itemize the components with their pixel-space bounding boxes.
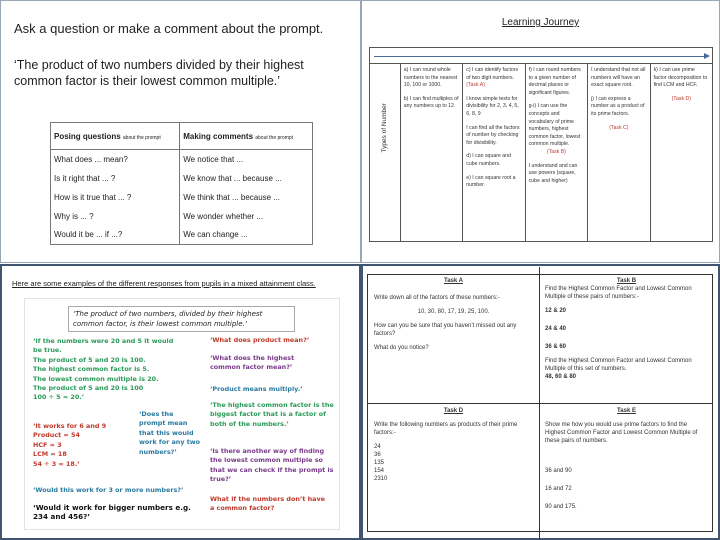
prompt-quote: ‘The product of two numbers divided by their highest common factor is their lowest common multiple.’	[14, 58, 304, 88]
col-header-comments: Making comments about the prompt	[180, 123, 313, 150]
task-a: Task A Write down all of the factors of these numbers:- 10, 30, 80, 17, 19, 25, 100. How can you be sure that you haven’t missed out any factors? What do you notice?	[374, 278, 517, 351]
table-row: How is it true that ... ? We think that ... because ...	[51, 188, 313, 207]
response: ‘Would it work for bigger numbers e.g. 234 and 456?’	[33, 503, 191, 522]
pupil-responses-panel	[0, 264, 361, 540]
table-row: What does ... mean? We notice that ...	[51, 150, 313, 169]
response: ‘What does the highest common factor mean?’	[210, 354, 295, 372]
task-d: Task D Write the following numbers as products of their prime factors:- 24 36 135 154 2310	[374, 408, 518, 482]
response: ‘If the numbers were 20 and 5 it would be true. The product of 5 and 20 is 100. The highest common factor is 5. The lowest common multiple is 20. The product of 5 and 20 is 100 100 ÷ 5 = 20.’	[33, 337, 174, 402]
table-row: Would it be ... if ...? We can change ...	[51, 226, 313, 245]
journey-column: f) I can round numbers to a given number of decimal places or significant figures. g-i) I can use the concepts and vocabulary of prime numbers, highest common factor, lowest common multiple. (Task B) I understand and can use powers (square, cube and higher)	[525, 64, 587, 241]
journey-column: a) I can round whole numbers to the nearest 10, 100 or 1000. b) I can find multiples of any numbers up to 12.	[400, 64, 462, 241]
col-header-questions: Posing questions about the prompt	[51, 123, 180, 150]
tasks-table	[367, 274, 713, 532]
prompt-panel	[0, 0, 361, 263]
side-label: Types of Number	[381, 103, 389, 153]
response: ‘Is there another way of finding the lowest common multiple so that we can check if the prompt is true?’	[210, 447, 334, 484]
response: ‘The highest common factor is the biggest factor that is a factor of both of the numbers.’	[210, 401, 334, 428]
tasks-panel	[361, 264, 720, 540]
responses-title: Here are some examples of the different responses from pupils in a mixed attainment class.	[12, 279, 316, 288]
learning-journey-panel	[361, 0, 720, 263]
learning-journey-title: Learning Journey	[501, 17, 580, 28]
table-row: Why is ... ? We wonder whether ...	[51, 207, 313, 226]
table-row: Is it right that ... ? We know that ... because ...	[51, 169, 313, 188]
journey-column: c) I can identify factors of two digit numbers. (Task A) I know simple tests for divisibility for 2, 3, 4, 5, 6, 8, 9 I can find all the factors of number by checking for divisibility. d) I can square and cube numbers. e) I can square root a number.	[462, 64, 524, 241]
sentence-starters-table	[50, 122, 313, 245]
task-e: Task E Show me how you would use prime factors to find the Highest Common Factor and Lowest Common Multiple of these pairs of numbers. 36 and 90 16 and 72 90 and 175.	[545, 408, 698, 510]
prompt-heading: Ask a question or make a comment about the prompt.	[14, 21, 324, 36]
response: ‘Product means multiply.’	[210, 385, 303, 393]
response: ‘Does the prompt mean that this would work for any two numbers?’	[139, 410, 201, 456]
response: ‘It works for 6 and 9 Product = 54 HCF = 3 LCM = 18 54 ÷ 3 = 18.’	[33, 422, 107, 468]
learning-journey-table	[369, 47, 713, 242]
task-b: Task B Find the Highest Common Factor and Lowest Common Multiple of these pairs of numbers:- 12 & 20 24 & 40 36 & 60 Find the Highest Common Factor and Lowest Common Multiple of this set of numbers. 48, 60 & 80	[545, 278, 692, 380]
journey-column: k) I can use prime factor decomposition to find LCM and HCF. (Task D)	[650, 64, 712, 241]
response: ‘What does product mean?’	[210, 336, 310, 344]
response: ‘Would this work for 3 or more numbers?’	[33, 486, 184, 494]
progress-arrow-icon	[374, 56, 706, 57]
responses-quote: ‘The product of two numbers, divided by their highest common factor, is their lowest common multiple.’	[68, 306, 295, 332]
response: What if the numbers don’t have a common factor?	[210, 495, 325, 513]
journey-column: I understand that not all numbers will have an exact square root. j) I can express a number as a product of its prime factors. (Task C)	[587, 64, 649, 241]
